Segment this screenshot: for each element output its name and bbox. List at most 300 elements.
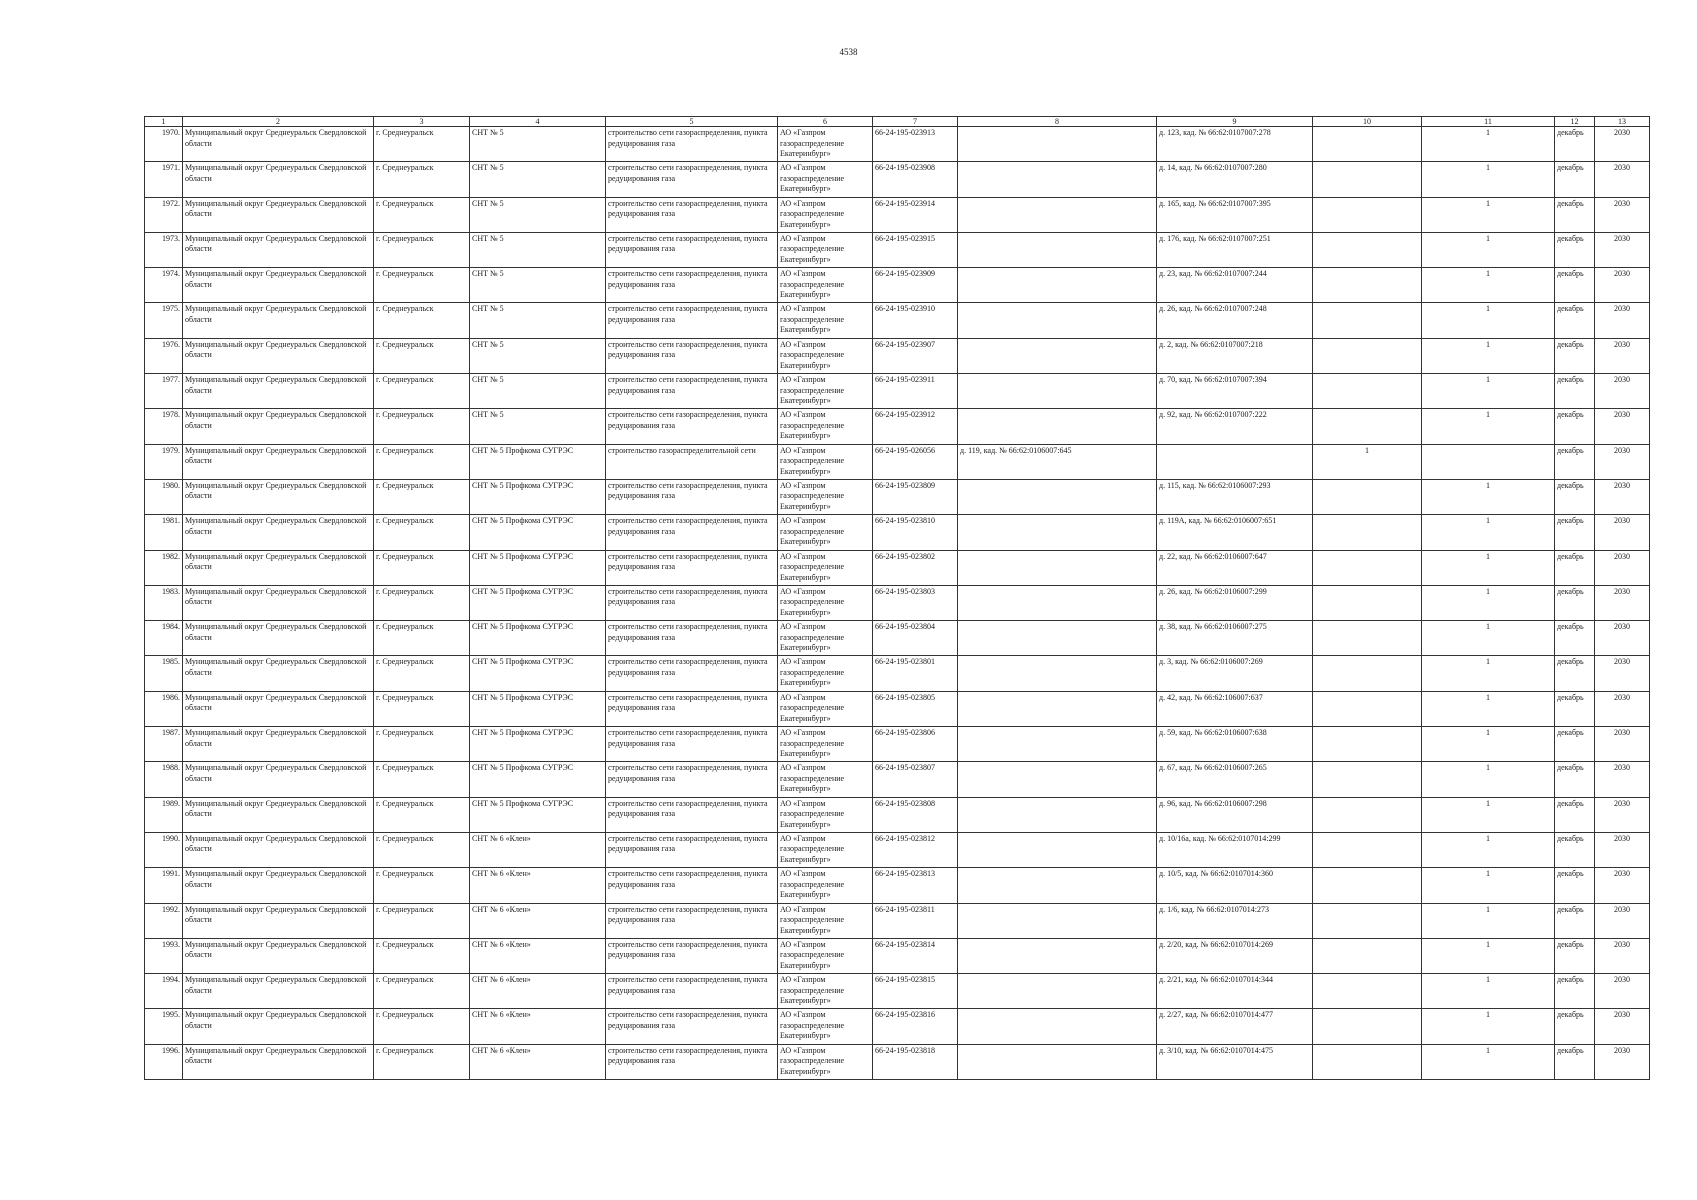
cell-municipality: Муниципальный округ Среднеуральск Свердловской области bbox=[183, 868, 374, 903]
cell-cadastral-col8 bbox=[958, 479, 1157, 514]
cell-count-col11: 1 bbox=[1422, 727, 1555, 762]
cell-settlement: г. Среднеуральск bbox=[374, 232, 470, 267]
column-header-2: 2 bbox=[183, 117, 374, 127]
cell-row-number: 1996. bbox=[145, 1044, 183, 1079]
cell-organization: АО «Газпром газораспределение Екатеринбург» bbox=[778, 903, 873, 938]
cell-address-cadastral: д. 67, кад. № 66:62:0106007:265 bbox=[1157, 762, 1313, 797]
table-header bbox=[145, 117, 1650, 127]
cell-row-number: 1988. bbox=[145, 762, 183, 797]
cell-count-col11: 1 bbox=[1422, 585, 1555, 620]
cell-year: 2030 bbox=[1595, 1009, 1650, 1044]
cell-month: декабрь bbox=[1555, 268, 1595, 303]
cell-year: 2030 bbox=[1595, 903, 1650, 938]
cell-snt-name: СНТ № 5 Профкома СУГРЭС bbox=[470, 479, 606, 514]
cell-object-code: 66-24-195-023801 bbox=[873, 656, 958, 691]
cell-count-col10 bbox=[1313, 868, 1422, 903]
cell-month: декабрь bbox=[1555, 127, 1595, 162]
cell-month: декабрь bbox=[1555, 691, 1595, 726]
cell-cadastral-col8 bbox=[958, 585, 1157, 620]
cell-work-type: строительство сети газораспределения, пункта редуцирования газа bbox=[606, 232, 778, 267]
cell-settlement: г. Среднеуральск bbox=[374, 1044, 470, 1079]
table-row bbox=[145, 444, 1650, 479]
cell-municipality: Муниципальный округ Среднеуральск Свердловской области bbox=[183, 197, 374, 232]
cell-municipality: Муниципальный округ Среднеуральск Свердловской области bbox=[183, 832, 374, 867]
cell-organization: АО «Газпром газораспределение Екатеринбург» bbox=[778, 868, 873, 903]
cell-year: 2030 bbox=[1595, 374, 1650, 409]
cell-settlement: г. Среднеуральск bbox=[374, 974, 470, 1009]
cell-object-code: 66-24-195-023814 bbox=[873, 938, 958, 973]
cell-settlement: г. Среднеуральск bbox=[374, 127, 470, 162]
cell-settlement: г. Среднеуральск bbox=[374, 585, 470, 620]
column-header-13: 13 bbox=[1595, 117, 1650, 127]
cell-organization: АО «Газпром газораспределение Екатеринбург» bbox=[778, 444, 873, 479]
cell-municipality: Муниципальный округ Среднеуральск Свердловской области bbox=[183, 974, 374, 1009]
cell-address-cadastral: д. 3/10, кад. № 66:62:0107014:475 bbox=[1157, 1044, 1313, 1079]
cell-cadastral-col8 bbox=[958, 903, 1157, 938]
cell-row-number: 1973. bbox=[145, 232, 183, 267]
cell-municipality: Муниципальный округ Среднеуральск Свердловской области bbox=[183, 338, 374, 373]
cell-municipality: Муниципальный округ Среднеуральск Свердловской области bbox=[183, 797, 374, 832]
cell-address-cadastral: д. 38, кад. № 66:62:0106007:275 bbox=[1157, 621, 1313, 656]
cell-settlement: г. Среднеуральск bbox=[374, 409, 470, 444]
cell-object-code: 66-24-195-026056 bbox=[873, 444, 958, 479]
cell-row-number: 1975. bbox=[145, 303, 183, 338]
cell-object-code: 66-24-195-023815 bbox=[873, 974, 958, 1009]
cell-address-cadastral: д. 59, кад. № 66:62:0106007:638 bbox=[1157, 727, 1313, 762]
cell-address-cadastral: д. 176, кад. № 66:62:0107007:251 bbox=[1157, 232, 1313, 267]
cell-snt-name: СНТ № 5 bbox=[470, 303, 606, 338]
cell-organization: АО «Газпром газораспределение Екатеринбург» bbox=[778, 585, 873, 620]
cell-cadastral-col8: д. 119, кад. № 66:62:0106007:645 bbox=[958, 444, 1157, 479]
cell-settlement: г. Среднеуральск bbox=[374, 268, 470, 303]
cell-work-type: строительство сети газораспределения, пункта редуцирования газа bbox=[606, 479, 778, 514]
cell-municipality: Муниципальный округ Среднеуральск Свердловской области bbox=[183, 479, 374, 514]
table-body bbox=[145, 127, 1650, 1080]
cell-municipality: Муниципальный округ Среднеуральск Свердловской области bbox=[183, 515, 374, 550]
cell-row-number: 1993. bbox=[145, 938, 183, 973]
table-row bbox=[145, 585, 1650, 620]
cell-address-cadastral: д. 115, кад. № 66:62:0106007:293 bbox=[1157, 479, 1313, 514]
cell-object-code: 66-24-195-023807 bbox=[873, 762, 958, 797]
cell-object-code: 66-24-195-023915 bbox=[873, 232, 958, 267]
cell-year: 2030 bbox=[1595, 232, 1650, 267]
cell-month: декабрь bbox=[1555, 656, 1595, 691]
cell-snt-name: СНТ № 6 «Клен» bbox=[470, 1009, 606, 1044]
cell-cadastral-col8 bbox=[958, 515, 1157, 550]
cell-snt-name: СНТ № 5 bbox=[470, 232, 606, 267]
cell-work-type: строительство сети газораспределения, пункта редуцирования газа bbox=[606, 585, 778, 620]
cell-object-code: 66-24-195-023818 bbox=[873, 1044, 958, 1079]
cell-count-col11: 1 bbox=[1422, 374, 1555, 409]
cell-year: 2030 bbox=[1595, 479, 1650, 514]
cell-cadastral-col8 bbox=[958, 232, 1157, 267]
cell-count-col11: 1 bbox=[1422, 197, 1555, 232]
cell-count-col10 bbox=[1313, 197, 1422, 232]
cell-month: декабрь bbox=[1555, 303, 1595, 338]
cell-year: 2030 bbox=[1595, 550, 1650, 585]
cell-address-cadastral: д. 165, кад. № 66:62:0107007:395 bbox=[1157, 197, 1313, 232]
cell-year: 2030 bbox=[1595, 974, 1650, 1009]
cell-year: 2030 bbox=[1595, 444, 1650, 479]
table-row bbox=[145, 656, 1650, 691]
cell-count-col11: 1 bbox=[1422, 409, 1555, 444]
cell-year: 2030 bbox=[1595, 162, 1650, 197]
cell-object-code: 66-24-195-023812 bbox=[873, 832, 958, 867]
cell-month: декабрь bbox=[1555, 727, 1595, 762]
cell-municipality: Муниципальный округ Среднеуральск Свердловской области bbox=[183, 374, 374, 409]
column-header-5: 5 bbox=[606, 117, 778, 127]
page-number: 4538 bbox=[839, 47, 858, 57]
table-row bbox=[145, 1044, 1650, 1079]
cell-snt-name: СНТ № 5 bbox=[470, 409, 606, 444]
cell-snt-name: СНТ № 6 «Клен» bbox=[470, 1044, 606, 1079]
cell-address-cadastral: д. 2/20, кад. № 66:62:0107014:269 bbox=[1157, 938, 1313, 973]
cell-row-number: 1981. bbox=[145, 515, 183, 550]
table-row bbox=[145, 197, 1650, 232]
cell-municipality: Муниципальный округ Среднеуральск Свердловской области bbox=[183, 550, 374, 585]
cell-address-cadastral: д. 119А, кад. № 66:62:0106007:651 bbox=[1157, 515, 1313, 550]
cell-count-col10 bbox=[1313, 903, 1422, 938]
cell-count-col11: 1 bbox=[1422, 268, 1555, 303]
column-header-10: 10 bbox=[1313, 117, 1422, 127]
cell-cadastral-col8 bbox=[958, 1044, 1157, 1079]
cell-cadastral-col8 bbox=[958, 656, 1157, 691]
cell-cadastral-col8 bbox=[958, 338, 1157, 373]
cell-count-col10 bbox=[1313, 727, 1422, 762]
column-header-7: 7 bbox=[873, 117, 958, 127]
cell-count-col10 bbox=[1313, 974, 1422, 1009]
cell-object-code: 66-24-195-023810 bbox=[873, 515, 958, 550]
cell-snt-name: СНТ № 5 Профкома СУГРЭС bbox=[470, 727, 606, 762]
column-header-1: 1 bbox=[145, 117, 183, 127]
cell-snt-name: СНТ № 6 «Клен» bbox=[470, 938, 606, 973]
cell-count-col11: 1 bbox=[1422, 656, 1555, 691]
cell-organization: АО «Газпром газораспределение Екатеринбург» bbox=[778, 550, 873, 585]
cell-count-col10 bbox=[1313, 127, 1422, 162]
cell-address-cadastral: д. 2/27, кад. № 66:62:0107014:477 bbox=[1157, 1009, 1313, 1044]
cell-cadastral-col8 bbox=[958, 938, 1157, 973]
cell-municipality: Муниципальный округ Среднеуральск Свердловской области bbox=[183, 409, 374, 444]
cell-year: 2030 bbox=[1595, 691, 1650, 726]
table-row bbox=[145, 903, 1650, 938]
cell-year: 2030 bbox=[1595, 762, 1650, 797]
cell-count-col10 bbox=[1313, 268, 1422, 303]
cell-month: декабрь bbox=[1555, 550, 1595, 585]
cell-count-col11: 1 bbox=[1422, 1044, 1555, 1079]
cell-month: декабрь bbox=[1555, 232, 1595, 267]
cell-address-cadastral: д. 92, кад. № 66:62:0107007:222 bbox=[1157, 409, 1313, 444]
cell-municipality: Муниципальный округ Среднеуральск Свердловской области bbox=[183, 938, 374, 973]
cell-municipality: Муниципальный округ Среднеуральск Свердловской области bbox=[183, 656, 374, 691]
cell-count-col10 bbox=[1313, 691, 1422, 726]
cell-snt-name: СНТ № 6 «Клен» bbox=[470, 832, 606, 867]
table-row bbox=[145, 374, 1650, 409]
cell-work-type: строительство сети газораспределения, пункта редуцирования газа bbox=[606, 1044, 778, 1079]
cell-count-col11: 1 bbox=[1422, 621, 1555, 656]
cell-row-number: 1987. bbox=[145, 727, 183, 762]
cell-month: декабрь bbox=[1555, 938, 1595, 973]
cell-count-col11: 1 bbox=[1422, 338, 1555, 373]
cell-object-code: 66-24-195-023805 bbox=[873, 691, 958, 726]
cell-count-col10 bbox=[1313, 621, 1422, 656]
cell-cadastral-col8 bbox=[958, 268, 1157, 303]
cell-organization: АО «Газпром газораспределение Екатеринбург» bbox=[778, 691, 873, 726]
table-row bbox=[145, 868, 1650, 903]
cell-snt-name: СНТ № 5 bbox=[470, 338, 606, 373]
cell-settlement: г. Среднеуральск bbox=[374, 727, 470, 762]
cell-year: 2030 bbox=[1595, 938, 1650, 973]
cell-work-type: строительство сети газораспределения, пункта редуцирования газа bbox=[606, 127, 778, 162]
cell-snt-name: СНТ № 5 bbox=[470, 374, 606, 409]
cell-cadastral-col8 bbox=[958, 409, 1157, 444]
cell-count-col11 bbox=[1422, 444, 1555, 479]
cell-work-type: строительство сети газораспределения, пункта редуцирования газа bbox=[606, 727, 778, 762]
cell-work-type: строительство сети газораспределения, пункта редуцирования газа bbox=[606, 374, 778, 409]
cell-address-cadastral: д. 10/5, кад. № 66:62:0107014:360 bbox=[1157, 868, 1313, 903]
cell-municipality: Муниципальный округ Среднеуральск Свердловской области bbox=[183, 268, 374, 303]
cell-settlement: г. Среднеуральск bbox=[374, 550, 470, 585]
cell-object-code: 66-24-195-023806 bbox=[873, 727, 958, 762]
cell-row-number: 1977. bbox=[145, 374, 183, 409]
cell-count-col10 bbox=[1313, 374, 1422, 409]
table-row bbox=[145, 479, 1650, 514]
cell-month: декабрь bbox=[1555, 832, 1595, 867]
cell-organization: АО «Газпром газораспределение Екатеринбург» bbox=[778, 232, 873, 267]
cell-year: 2030 bbox=[1595, 127, 1650, 162]
cell-count-col10 bbox=[1313, 1044, 1422, 1079]
cell-row-number: 1980. bbox=[145, 479, 183, 514]
cell-year: 2030 bbox=[1595, 268, 1650, 303]
cell-work-type: строительство сети газораспределения, пункта редуцирования газа bbox=[606, 303, 778, 338]
cell-object-code: 66-24-195-023803 bbox=[873, 585, 958, 620]
cell-snt-name: СНТ № 5 Профкома СУГРЭС bbox=[470, 797, 606, 832]
cell-count-col10 bbox=[1313, 303, 1422, 338]
cell-address-cadastral: д. 96, кад. № 66:62:0106007:298 bbox=[1157, 797, 1313, 832]
cell-work-type: строительство сети газораспределения, пункта редуцирования газа bbox=[606, 656, 778, 691]
cell-count-col11: 1 bbox=[1422, 1009, 1555, 1044]
cell-cadastral-col8 bbox=[958, 727, 1157, 762]
cell-count-col11: 1 bbox=[1422, 762, 1555, 797]
cell-row-number: 1992. bbox=[145, 903, 183, 938]
cell-address-cadastral: д. 2, кад. № 66:62:0107007:218 bbox=[1157, 338, 1313, 373]
cell-count-col11: 1 bbox=[1422, 515, 1555, 550]
cell-year: 2030 bbox=[1595, 303, 1650, 338]
cell-municipality: Муниципальный округ Среднеуральск Свердловской области bbox=[183, 232, 374, 267]
cell-organization: АО «Газпром газораспределение Екатеринбург» bbox=[778, 409, 873, 444]
cell-snt-name: СНТ № 5 bbox=[470, 162, 606, 197]
cell-municipality: Муниципальный округ Среднеуральск Свердловской области bbox=[183, 691, 374, 726]
cell-work-type: строительство сети газораспределения, пункта редуцирования газа bbox=[606, 762, 778, 797]
cell-count-col10 bbox=[1313, 550, 1422, 585]
cell-month: декабрь bbox=[1555, 374, 1595, 409]
cell-organization: АО «Газпром газораспределение Екатеринбург» bbox=[778, 762, 873, 797]
cell-work-type: строительство сети газораспределения, пункта редуцирования газа bbox=[606, 868, 778, 903]
cell-row-number: 1994. bbox=[145, 974, 183, 1009]
table-row bbox=[145, 621, 1650, 656]
cell-object-code: 66-24-195-023912 bbox=[873, 409, 958, 444]
cell-work-type: строительство сети газораспределения, пункта редуцирования газа bbox=[606, 515, 778, 550]
cell-count-col11: 1 bbox=[1422, 303, 1555, 338]
cell-object-code: 66-24-195-023911 bbox=[873, 374, 958, 409]
cell-count-col11: 1 bbox=[1422, 974, 1555, 1009]
cell-snt-name: СНТ № 5 Профкома СУГРЭС bbox=[470, 762, 606, 797]
cell-snt-name: СНТ № 5 Профкома СУГРЭС bbox=[470, 691, 606, 726]
cell-count-col10 bbox=[1313, 1009, 1422, 1044]
cell-object-code: 66-24-195-023802 bbox=[873, 550, 958, 585]
cell-count-col11: 1 bbox=[1422, 832, 1555, 867]
cell-work-type: строительство сети газораспределения, пункта редуцирования газа bbox=[606, 938, 778, 973]
cell-work-type: строительство сети газораспределения, пункта редуцирования газа bbox=[606, 1009, 778, 1044]
cell-work-type: строительство газораспределительной сети bbox=[606, 444, 778, 479]
cell-row-number: 1978. bbox=[145, 409, 183, 444]
cell-count-col11: 1 bbox=[1422, 479, 1555, 514]
cell-address-cadastral: д. 23, кад. № 66:62:0107007:244 bbox=[1157, 268, 1313, 303]
cell-municipality: Муниципальный округ Среднеуральск Свердловской области bbox=[183, 1044, 374, 1079]
cell-municipality: Муниципальный округ Среднеуральск Свердловской области bbox=[183, 727, 374, 762]
cell-year: 2030 bbox=[1595, 621, 1650, 656]
cell-work-type: строительство сети газораспределения, пункта редуцирования газа bbox=[606, 268, 778, 303]
cell-count-col10 bbox=[1313, 515, 1422, 550]
cell-count-col10 bbox=[1313, 797, 1422, 832]
cell-year: 2030 bbox=[1595, 197, 1650, 232]
cell-organization: АО «Газпром газораспределение Екатеринбург» bbox=[778, 1009, 873, 1044]
cell-municipality: Муниципальный округ Среднеуральск Свердловской области bbox=[183, 444, 374, 479]
cell-work-type: строительство сети газораспределения, пункта редуцирования газа bbox=[606, 903, 778, 938]
cell-year: 2030 bbox=[1595, 797, 1650, 832]
cell-settlement: г. Среднеуральск bbox=[374, 162, 470, 197]
cell-count-col10 bbox=[1313, 409, 1422, 444]
cell-snt-name: СНТ № 6 «Клен» bbox=[470, 903, 606, 938]
cell-count-col10 bbox=[1313, 656, 1422, 691]
cell-snt-name: СНТ № 5 Профкома СУГРЭС bbox=[470, 656, 606, 691]
cell-organization: АО «Газпром газораспределение Екатеринбург» bbox=[778, 797, 873, 832]
cell-organization: АО «Газпром газораспределение Екатеринбург» bbox=[778, 162, 873, 197]
cell-year: 2030 bbox=[1595, 515, 1650, 550]
table-row bbox=[145, 409, 1650, 444]
cell-address-cadastral: д. 14, кад. № 66:62:0107007:280 bbox=[1157, 162, 1313, 197]
cell-row-number: 1985. bbox=[145, 656, 183, 691]
cell-object-code: 66-24-195-023909 bbox=[873, 268, 958, 303]
cell-work-type: строительство сети газораспределения, пункта редуцирования газа bbox=[606, 974, 778, 1009]
cell-address-cadastral bbox=[1157, 444, 1313, 479]
cell-address-cadastral: д. 42, кад. № 66:62:106007:637 bbox=[1157, 691, 1313, 726]
cell-organization: АО «Газпром газораспределение Екатеринбург» bbox=[778, 656, 873, 691]
cell-month: декабрь bbox=[1555, 797, 1595, 832]
cell-cadastral-col8 bbox=[958, 868, 1157, 903]
cell-organization: АО «Газпром газораспределение Екатеринбург» bbox=[778, 938, 873, 973]
cell-settlement: г. Среднеуральск bbox=[374, 197, 470, 232]
cell-count-col10 bbox=[1313, 338, 1422, 373]
cell-count-col10: 1 bbox=[1313, 444, 1422, 479]
cell-snt-name: СНТ № 5 Профкома СУГРЭС bbox=[470, 585, 606, 620]
cell-year: 2030 bbox=[1595, 727, 1650, 762]
cell-organization: АО «Газпром газораспределение Екатеринбург» bbox=[778, 974, 873, 1009]
cell-cadastral-col8 bbox=[958, 374, 1157, 409]
cell-month: декабрь bbox=[1555, 444, 1595, 479]
cell-month: декабрь bbox=[1555, 409, 1595, 444]
cell-organization: АО «Газпром газораспределение Екатеринбург» bbox=[778, 338, 873, 373]
cell-address-cadastral: д. 2/21, кад. № 66:62:0107014:344 bbox=[1157, 974, 1313, 1009]
column-header-11: 11 bbox=[1422, 117, 1555, 127]
cell-month: декабрь bbox=[1555, 903, 1595, 938]
cell-object-code: 66-24-195-023907 bbox=[873, 338, 958, 373]
cell-cadastral-col8 bbox=[958, 832, 1157, 867]
cell-settlement: г. Среднеуральск bbox=[374, 444, 470, 479]
cell-organization: АО «Газпром газораспределение Екатеринбург» bbox=[778, 303, 873, 338]
cell-row-number: 1972. bbox=[145, 197, 183, 232]
cell-snt-name: СНТ № 5 Профкома СУГРЭС bbox=[470, 550, 606, 585]
cell-count-col11: 1 bbox=[1422, 232, 1555, 267]
cell-address-cadastral: д. 10/16а, кад. № 66:62:0107014:299 bbox=[1157, 832, 1313, 867]
table-row bbox=[145, 515, 1650, 550]
table-row bbox=[145, 938, 1650, 973]
cell-snt-name: СНТ № 5 bbox=[470, 197, 606, 232]
cell-year: 2030 bbox=[1595, 409, 1650, 444]
cell-row-number: 1982. bbox=[145, 550, 183, 585]
cell-object-code: 66-24-195-023804 bbox=[873, 621, 958, 656]
cell-count-col11: 1 bbox=[1422, 903, 1555, 938]
column-header-8: 8 bbox=[958, 117, 1157, 127]
cell-settlement: г. Среднеуральск bbox=[374, 515, 470, 550]
cell-object-code: 66-24-195-023808 bbox=[873, 797, 958, 832]
cell-settlement: г. Среднеуральск bbox=[374, 903, 470, 938]
cell-count-col10 bbox=[1313, 479, 1422, 514]
header-row bbox=[145, 117, 1650, 127]
cell-work-type: строительство сети газораспределения, пункта редуцирования газа bbox=[606, 550, 778, 585]
table-row bbox=[145, 338, 1650, 373]
cell-settlement: г. Среднеуральск bbox=[374, 762, 470, 797]
cell-count-col10 bbox=[1313, 762, 1422, 797]
cell-work-type: строительство сети газораспределения, пункта редуцирования газа bbox=[606, 797, 778, 832]
cell-count-col11: 1 bbox=[1422, 938, 1555, 973]
cell-row-number: 1995. bbox=[145, 1009, 183, 1044]
cell-year: 2030 bbox=[1595, 338, 1650, 373]
cell-month: декабрь bbox=[1555, 974, 1595, 1009]
cell-count-col11: 1 bbox=[1422, 550, 1555, 585]
cell-settlement: г. Среднеуральск bbox=[374, 621, 470, 656]
cell-cadastral-col8 bbox=[958, 691, 1157, 726]
cell-settlement: г. Среднеуральск bbox=[374, 374, 470, 409]
cell-municipality: Муниципальный округ Среднеуральск Свердловской области bbox=[183, 303, 374, 338]
cell-address-cadastral: д. 26, кад. № 66:62:0106007:299 bbox=[1157, 585, 1313, 620]
cell-cadastral-col8 bbox=[958, 762, 1157, 797]
cell-snt-name: СНТ № 6 «Клен» bbox=[470, 974, 606, 1009]
cell-address-cadastral: д. 22, кад. № 66:62:0106007:647 bbox=[1157, 550, 1313, 585]
cell-count-col11: 1 bbox=[1422, 691, 1555, 726]
table-row bbox=[145, 974, 1650, 1009]
column-header-6: 6 bbox=[778, 117, 873, 127]
table-row bbox=[145, 832, 1650, 867]
cell-work-type: строительство сети газораспределения, пункта редуцирования газа bbox=[606, 162, 778, 197]
cell-row-number: 1990. bbox=[145, 832, 183, 867]
cell-municipality: Муниципальный округ Среднеуральск Свердловской области bbox=[183, 162, 374, 197]
cell-municipality: Муниципальный округ Среднеуральск Свердловской области bbox=[183, 1009, 374, 1044]
cell-address-cadastral: д. 3, кад. № 66:62:0106007:269 bbox=[1157, 656, 1313, 691]
table-row bbox=[145, 797, 1650, 832]
cell-row-number: 1989. bbox=[145, 797, 183, 832]
cell-organization: АО «Газпром газораспределение Екатеринбург» bbox=[778, 621, 873, 656]
cell-organization: АО «Газпром газораспределение Екатеринбург» bbox=[778, 479, 873, 514]
table-row bbox=[145, 127, 1650, 162]
table-row bbox=[145, 1009, 1650, 1044]
cell-month: декабрь bbox=[1555, 1044, 1595, 1079]
cell-row-number: 1979. bbox=[145, 444, 183, 479]
cell-cadastral-col8 bbox=[958, 127, 1157, 162]
cell-year: 2030 bbox=[1595, 1044, 1650, 1079]
cell-month: декабрь bbox=[1555, 479, 1595, 514]
cell-organization: АО «Газпром газораспределение Екатеринбург» bbox=[778, 727, 873, 762]
cell-row-number: 1983. bbox=[145, 585, 183, 620]
